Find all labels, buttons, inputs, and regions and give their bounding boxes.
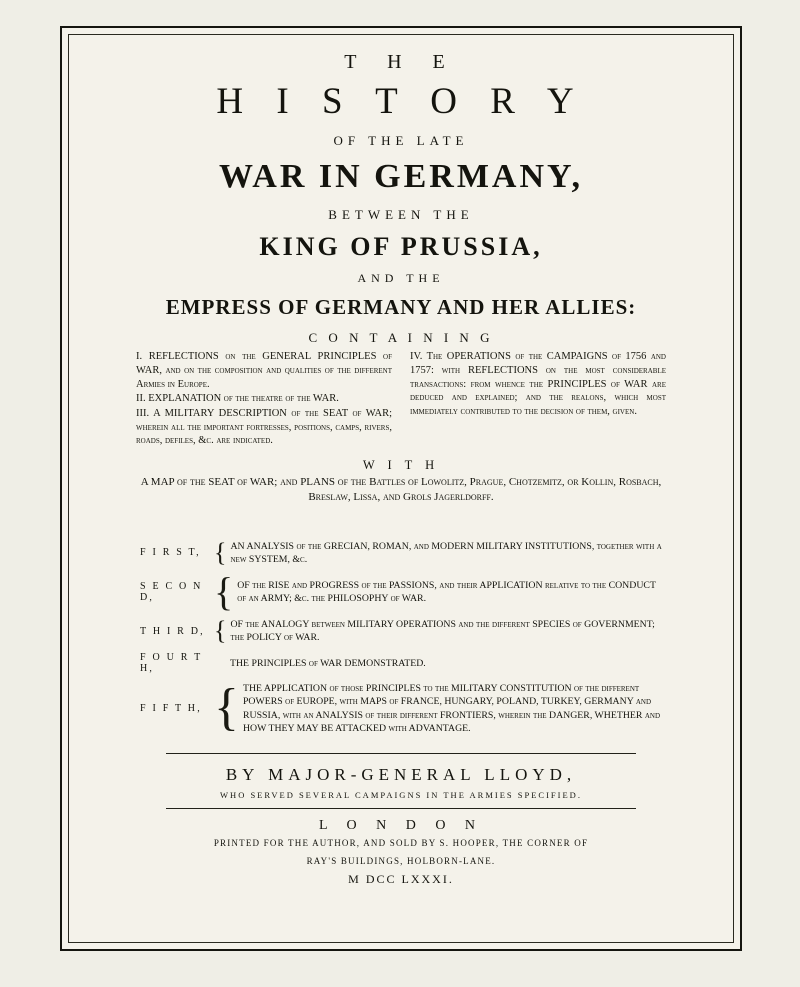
section-row (136, 652, 666, 674)
section-text: OF the ANALOGY between MILITARY OPERATIONS and the different SPECIES of GOVERNMENT; the POLICY of WAR. (230, 619, 655, 644)
section-row (136, 540, 666, 566)
contents-item: III. A MILITARY DESCRIPTION of the SEAT of WAR; wherein all the important fortresses, positions, camps, rivers, roads, defiles, &c. are indicated. (136, 407, 392, 447)
printed-line-2: RAY'S BUILDINGS, HOLBORN-LANE. (306, 855, 496, 866)
sections-list (84, 540, 718, 735)
page-border-outer (60, 26, 742, 951)
title-line-empress-of-germany: EMPRESS OF GERMANY AND HER ALLIES: (165, 294, 637, 319)
title-line-between-the: BETWEEN THE (328, 207, 474, 223)
section-label: F I R S T, (140, 547, 201, 559)
brace-glyph: { (214, 569, 234, 615)
section-row (136, 679, 666, 737)
section-label: S E C O N D, (140, 581, 203, 604)
section-text: OF the RISE and PROGRESS of the PASSIONS, and their APPLICATION relative to the CONDUCT of an ARMY; &c. the PHILOSOPHY of WAR. (237, 579, 656, 605)
section-label: F I F T H, (140, 703, 202, 715)
city-line: L O N D O N (318, 817, 484, 833)
section-text: AN ANALYSIS of the GRECIAN, ROMAN, and MODERN MILITARY INSTITUTIONS, together with a new SYSTEM, &c. (230, 540, 662, 565)
section-row (136, 618, 666, 644)
section-text: THE PRINCIPLES of WAR DEMONSTRATED. (230, 657, 426, 669)
brace-glyph: { (214, 679, 239, 737)
contents-columns (84, 350, 718, 448)
author-subtitle: WHO SERVED SEVERAL CAMPAIGNS IN THE ARMIES SPECIFIED. (220, 789, 582, 800)
containing-label: C O N T A I N I N G (308, 329, 494, 345)
contents-item: I. REFLECTIONS on the GENERAL PRINCIPLES of WAR, and on the composition and qualities of the different Armies in Europe. (136, 351, 392, 390)
with-label: W I T H (362, 457, 440, 472)
title-line-king-of-prussia: KING OF PRUSSIA, (259, 231, 543, 261)
contents-left-column (136, 350, 392, 448)
title-line-and-the: AND THE (357, 271, 445, 286)
printed-line-1: PRINTED FOR THE AUTHOR, AND SOLD BY S. HOOPER, THE CORNER OF (213, 838, 589, 849)
maps-note: A MAP of the SEAT of WAR; and PLANS of the Battles of Lowolitz, Prague, Chotzemitz, or Kollin, Rosbach, Breslaw, Lissa, and Grols Jagerldorff. (140, 476, 662, 504)
contents-item: II. EXPLANATION of the theatre of the WAR. (136, 393, 339, 405)
brace-glyph: { (214, 538, 227, 568)
rule-above-author (166, 753, 635, 754)
section-text: THE APPLICATION of those PRINCIPLES to the MILITARY CONSTITUTION of the different POWERS of EUROPE, with MAPS of FRANCE, HUNGARY, POLAND, TURKEY, GERMANY and RUSSIA, with an ANALYSIS of their different FRONTIERS, wherein the DANGER, WHETHER and HOW THEY MAY BE ATTACKED with ADVANTAGE. (242, 683, 661, 734)
title-line-of-the-late: OF THE LATE (333, 132, 469, 148)
section-row (136, 569, 666, 615)
title-line-history: H I S T O R Y (216, 81, 586, 122)
publication-year: M DCC LXXXI. (348, 872, 454, 887)
section-label: F O U R T H, (140, 652, 203, 675)
title-line-war-in-germany: WAR IN GERMANY, (219, 158, 583, 196)
rule-below-author (166, 808, 635, 809)
contents-right-column (410, 350, 666, 448)
contents-item: IV. The OPERATIONS of the CAMPAIGNS of 1756 and 1757: with REFLECTIONS on the most considerable transactions: from whence the PRINCIPLES of WAR are deduced and explained; and the realons, which most immediately contributed to the decision of them, given. (410, 351, 666, 417)
section-label: T H I R D, (140, 625, 205, 637)
title-page-content (84, 42, 718, 935)
title-line-the: T H E (344, 51, 458, 73)
brace-glyph: { (214, 616, 227, 646)
author-line: BY MAJOR-GENERAL LLOYD, (225, 764, 577, 784)
